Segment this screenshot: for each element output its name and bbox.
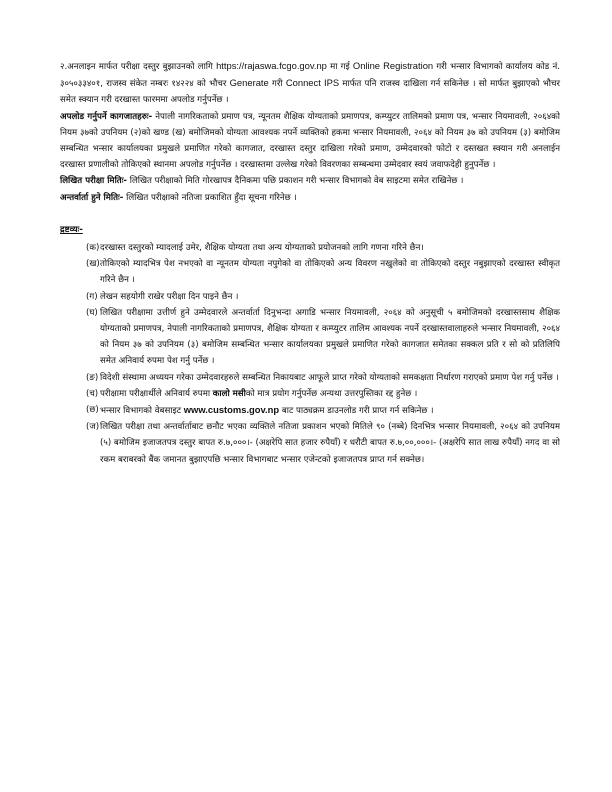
note-marker: (छ) (86, 405, 99, 416)
note-text-a: परीक्षामा परीक्षार्थीले अनिवार्य रुपमा (100, 388, 213, 399)
generate-term: Generate (229, 77, 269, 89)
note-text: तोकिएको म्यादभित्र पेश नभएको वा न्यूनतम योग्यता नपुगेको वा तोकिएको अन्य विवरण नखुलेको वा तोकिएको दस्तुर नबुझाएको दरखास्त स्वीकृत गरिने छैन । (100, 259, 560, 286)
note-marker: (च) (86, 388, 99, 399)
note-text: लेखन सहयोगी राखेर परीक्षा दिन पाइने छैन । (100, 291, 239, 302)
upload-documents-heading: अपलोड गर्नुपर्ने कागजातहरुः- (60, 111, 153, 122)
customs-website-link[interactable]: www.customs.gov.np (183, 404, 280, 416)
note-text-b: बाट पाठ्यक्रम डाउनलोड गरी प्राप्त गर्न सकिनेछ । (279, 406, 434, 417)
online-payment-text-b: मा गई (326, 62, 353, 72)
note-text-a: भन्सार विभागको वेबसाइट (100, 406, 184, 417)
note-item (60, 370, 560, 386)
note-text: लिखित परीक्षा तथा अन्तर्वार्ताबाट छनौट भएका व्यक्तिले नतिजा प्रकाशन भएको मितिले ९० (नब्बे) दिनभित्र भन्सार नियमावली, २०६४ को उपनियम (५) बमोजिम इजाजतपत्र दस्तुर बापत रु.७,०००।- (अक्षरेपि सात हजार रुपैयाँ) र धरौटी बापत रु.७,००,०००।- (अक्षरेपि सात लाख रुपैयाँ) नगद वा सो रकम बराबरको बैंक जमानत बुझाएपछि भन्सार विभागबाट भन्सार एजेन्टको इजाजतपत्र प्राप्त गर्न सक्नेछ। (100, 422, 560, 465)
note-marker: (ग) (86, 291, 98, 302)
note-item (60, 386, 560, 402)
note-text: लिखित परीक्षामा उत्तीर्ण हुने उम्मेदवारले अन्तर्वार्ता दिनुभन्दा अगाडि भन्सार नियमावली, २०६४ को अनुसूची ५ बमोजिमको दरखास्तसाथ शैक्षिक योग्यताको प्रमाणपत्र, नेपाली नागरिकताको प्रमाणपत्र, शैक्षिक योग्यता र कम्प्युटर तालिम आवश्यक नपर्ने दरखास्तवालाहरुले भन्सार नियमावली, २०६४ को नियम ३७ को उपनियम (३) बमोजिम सम्बन्धित भन्सार कार्यालयका प्रमुखले प्रमाणित गरेको कागजात समेतका सक्कल प्रति र सो को प्रतिलिपि समेत अनिवार्य रुपमा पेश गर्नु पर्नेछ । (100, 307, 560, 367)
online-payment-text-e: मार्फत पनि राजस्व दाखिला गर्न सकिनेछ । सो मार्फत बुझाएको भौचर समेत स्क्यान गरी दरखास्त फारममा अपलोड गर्नुपर्नेछ । (60, 79, 561, 106)
black-ink-term: कालो मसी (212, 388, 246, 399)
note-item (60, 289, 560, 305)
online-registration-term: Online Registration (352, 60, 434, 71)
upload-documents-paragraph (60, 109, 560, 174)
notes-list (60, 240, 560, 468)
notice-document (60, 58, 560, 468)
note-marker: (क) (86, 243, 100, 254)
note-item (60, 256, 560, 288)
interview-date-text: लिखित परीक्षाको नतिजा प्रकाशित हुँदा सूचना गरिनेछ । (123, 192, 297, 203)
written-exam-date-paragraph (60, 173, 560, 189)
note-marker: (ख) (86, 259, 100, 270)
note-marker: (घ) (86, 307, 98, 318)
written-exam-date-text: लिखित परीक्षाको मिति गोरखापत्र दैनिकमा पछि प्रकाशन गरी भन्सार विभागको वेब साइटमा समेत राखिनेछ । (127, 176, 464, 187)
online-payment-text-d: गरी (268, 79, 286, 90)
note-item (60, 402, 560, 419)
interview-date-paragraph (60, 190, 560, 206)
note-text: विदेशी संस्थामा अध्ययन गरेका उम्मेदवारहरुले सम्बन्धित निकायबाट आफूले प्राप्त गरेको योग्यताको समकक्षता निर्धारण गराएको प्रमाण पेश गर्नु पर्नेछ । (100, 372, 559, 383)
note-text-b: को मात्र प्रयोग गर्नुपर्नेछ अन्यथा उत्तरपुस्तिका रद्द हुनेछ । (245, 388, 418, 399)
online-payment-text-a: २.अनलाइन मार्फत परीक्षा दस्तुर बुझाउनको लागि (60, 62, 217, 72)
interview-date-heading: अन्तर्वार्ता हुने मितिः- (60, 192, 124, 203)
rajaswa-link[interactable]: https://rajaswa.fcgo.gov.np (216, 60, 327, 71)
notes-title: द्रष्टव्यः- (60, 224, 83, 235)
upload-documents-text: नेपाली नागरिकताको प्रमाण पत्र, न्यूनतम शैक्षिक योग्यताको प्रमाणपत्र, कम्प्युटर तालिमको प्रमाण पत्र, भन्सार नियमावली, २०६४को नियम ३७को उपनियम (२)को खण्ड (ख) बमोजिमको योग्यता आवश्यक नपर्ने व्यक्तिको हकमा भन्सार नियमावली, २०६४ को नियम ३७ को उपनियम (३) बमोजिम सम्बन्धित भन्सार कार्यालयका प्रमुखले प्रमाणित गरेको कागजात, दरखास्त दस्तुर दाखिला गरेको प्रमाण, उम्मेदवारको फोटो र दस्तखत स्क्यान गरी अनलाईन दरखास्त प्रणालीको तोकिएको स्थानमा अपलोड गर्नुपर्नेछ । दरखास्तमा उल्लेख गरेको विवरणका सम्बन्धमा उम्मेदवार स्वयं जवाफदेही हुनुपर्नेछ । (60, 111, 560, 171)
online-payment-paragraph (60, 58, 560, 109)
note-marker: (ङ) (86, 372, 99, 383)
note-text: दरखास्त दस्तुरको म्यादलाई उमेर, शैक्षिक योग्यता तथा अन्य योग्यताको प्रयोजनको लागि गणना गरिने छैन। (100, 243, 424, 254)
note-marker: (ज) (86, 422, 100, 433)
online-payment-text-c: गरी भन्सार विभागको कार्यालय कोड नं. ३०५०३३४०१, राजस्व संकेत नम्बरः १४२२४ को भौचर (60, 62, 560, 90)
connect-ips-term: Connect IPS (285, 77, 340, 89)
note-item (60, 305, 560, 370)
note-item (60, 419, 560, 468)
written-exam-date-heading: लिखित परीक्षा मितिः- (60, 176, 127, 187)
note-item (60, 240, 560, 256)
